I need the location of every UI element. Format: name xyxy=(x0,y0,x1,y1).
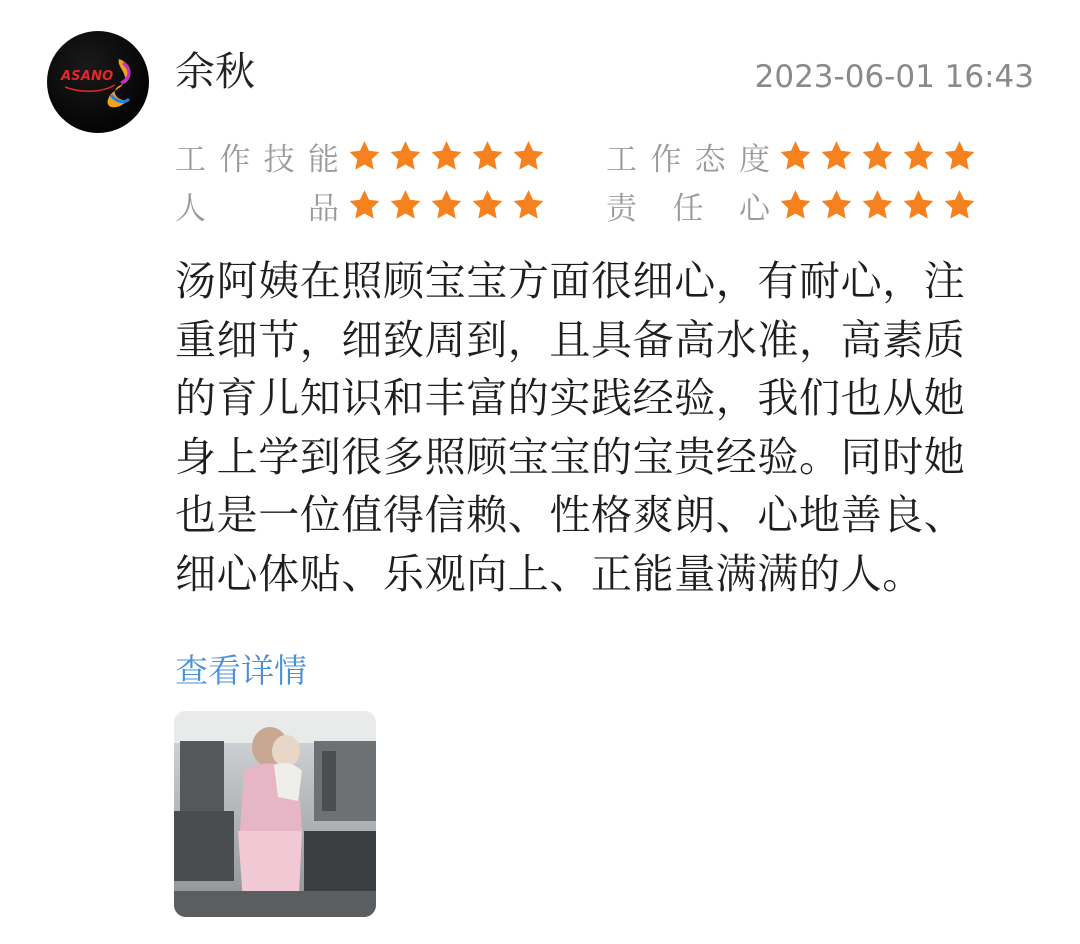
rating-label-char: 人 xyxy=(175,190,206,227)
star-icon xyxy=(942,188,977,222)
rating-label-char: 技 xyxy=(263,141,295,178)
rating-row-work-skill xyxy=(175,134,552,178)
rating-stars xyxy=(347,139,552,173)
avatar-logo-text: ASANO xyxy=(61,69,114,84)
rating-label xyxy=(175,183,339,228)
star-icon xyxy=(778,139,813,173)
rating-label-char: 品 xyxy=(308,190,339,227)
star-icon xyxy=(347,139,382,173)
rating-row-responsibility xyxy=(606,183,983,227)
rating-label-char: 能 xyxy=(307,141,339,178)
star-icon xyxy=(429,188,464,222)
star-icon xyxy=(429,139,464,173)
star-icon xyxy=(470,188,505,222)
rating-label-char: 度 xyxy=(738,141,770,178)
review-photo[interactable] xyxy=(174,711,376,917)
review-timestamp: 2023-06-01 16:43 xyxy=(754,59,1034,95)
view-details-link[interactable]: 查看详情 xyxy=(175,651,307,690)
rating-label xyxy=(175,134,339,179)
rating-stars xyxy=(347,188,552,222)
review-text: 汤阿姨在照顾宝宝方面很细心，有耐心，注重细节，细致周到，且具备高水准，高素质的育儿知识和丰富的实践经验，我们也从她身上学到很多照顾宝宝的宝贵经验。同时她也是一位值得信赖、性格爽朗、心地善良、细心体贴、乐观向上、正能量满满的人。 xyxy=(175,257,966,598)
star-icon xyxy=(388,139,423,173)
star-icon xyxy=(470,139,505,173)
rating-label-char: 态 xyxy=(694,141,726,178)
rating-stars xyxy=(778,139,983,173)
rating-stars xyxy=(778,188,983,222)
rating-label-char: 责 xyxy=(606,190,637,227)
star-icon xyxy=(778,188,813,222)
rating-row-character xyxy=(175,183,552,227)
rating-label-char: 心 xyxy=(739,190,770,227)
rating-label-char: 工 xyxy=(175,141,206,178)
star-icon xyxy=(511,188,546,222)
rating-label-char: 作 xyxy=(650,141,682,178)
rating-row-work-attitude xyxy=(606,134,983,178)
star-icon xyxy=(819,139,854,173)
star-icon xyxy=(901,188,936,222)
star-icon xyxy=(511,139,546,173)
star-icon xyxy=(347,188,382,222)
star-icon xyxy=(388,188,423,222)
star-icon xyxy=(942,139,977,173)
reviewer-name[interactable]: 余秋 xyxy=(175,49,255,95)
star-icon xyxy=(819,188,854,222)
rating-label-char: 任 xyxy=(672,190,704,227)
avatar[interactable] xyxy=(47,31,149,133)
star-icon xyxy=(860,139,895,173)
rating-label-char: 作 xyxy=(219,141,251,178)
rating-label xyxy=(606,183,770,228)
photo-icon xyxy=(174,711,376,917)
star-icon xyxy=(860,188,895,222)
star-icon xyxy=(901,139,936,173)
rating-label xyxy=(606,134,770,179)
rating-label-char: 工 xyxy=(606,141,637,178)
